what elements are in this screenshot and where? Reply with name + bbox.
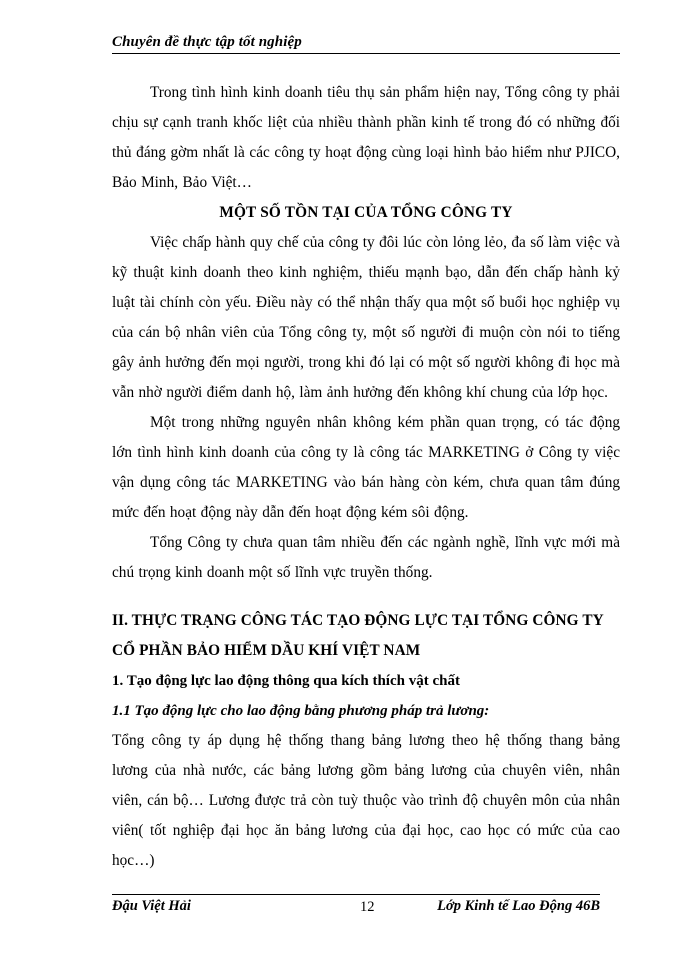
footer-class: Lớp Kinh tế Lao Động 46B (437, 898, 600, 914)
body-paragraph-4: Tổng Công ty chưa quan tâm nhiều đến các ngành nghề, lĩnh vực mới mà chú trọng kinh doanh một số lĩnh vực truyền thống. (112, 534, 620, 581)
body-paragraph-1: Trong tình hình kinh doanh tiêu thụ sản phẩm hiện nay, Tổng công ty phải chịu sự cạnh tranh khốc liệt của nhiều thành phần kinh tế trong đó có những đối thủ đáng gờm nhất là các công ty hoạt động cùng loại hình bảo hiểm như PJICO, Bảo Minh, Bảo Việt… (112, 84, 620, 191)
section-heading-ii: II. THỰC TRẠNG CÔNG TÁC TẠO ĐỘNG LỰC TẠI TỔNG CÔNG TY CỔ PHẦN BẢO HIỂM DẦU KHÍ VIỆT NAM (112, 612, 604, 659)
footer-divider (112, 894, 600, 895)
body-paragraph-3: Một trong những nguyên nhân không kém phần quan trọng, có tác động lớn tình hình kinh doanh của công ty là công tác MARKETING ở Công ty việc vận dụng công tác MARKETING vào bán hàng còn kém, chưa quan tâm đúng mức đến hoạt động này dẫn đến hoạt động kém sôi động. (112, 414, 620, 521)
body-paragraph-2: Việc chấp hành quy chế của công ty đôi lúc còn lỏng lẻo, đa số làm việc và kỹ thuật kinh doanh theo kinh nghiệm, thiếu mạnh bạo, dẫn đến chấp hành kỷ luật tài chính còn yếu. Điều này có thể nhận thấy qua một số buổi học nghiệp vụ của cán bộ nhân viên của Tổng công ty, một số người đi muộn còn nói to tiếng gây ảnh hưởng đến mọi người, trong khi đó lại có một số người không đi học mà vẫn nhờ người điểm danh hộ, làm ảnh hưởng đến không khí chung của lớp học. (112, 234, 620, 401)
section-spacer (112, 588, 620, 606)
page-header (112, 34, 620, 54)
sub-heading-1: 1. Tạo động lực lao động thông qua kích thích vật chất (112, 673, 460, 689)
footer-author: Đậu Việt Hải (112, 898, 191, 914)
page-number: 12 (360, 899, 375, 915)
sub-heading-1-1: 1.1 Tạo động lực cho lao động bằng phương pháp trả lương: (112, 703, 490, 719)
document-body (112, 78, 620, 876)
page-footer (112, 894, 600, 922)
centered-heading: MỘT SỐ TỒN TẠI CỦA TỔNG CÔNG TY (219, 204, 513, 221)
body-paragraph-5: Tổng công ty áp dụng hệ thống thang bảng lương theo hệ thống thang bảng lương của nhà nước, các bảng lương gồm bảng lương của chuyên viên, nhân viên, cán bộ… Lương được trả còn tuỳ thuộc vào trình độ chuyên môn của nhân viên( tốt nghiệp đại học ăn bảng lương của đại học, cao học có mức của cao học…) (112, 732, 620, 869)
footer-row (112, 898, 600, 922)
header-title: Chuyên đề thực tập tốt nghiệp (112, 34, 302, 50)
header-divider (112, 53, 620, 54)
